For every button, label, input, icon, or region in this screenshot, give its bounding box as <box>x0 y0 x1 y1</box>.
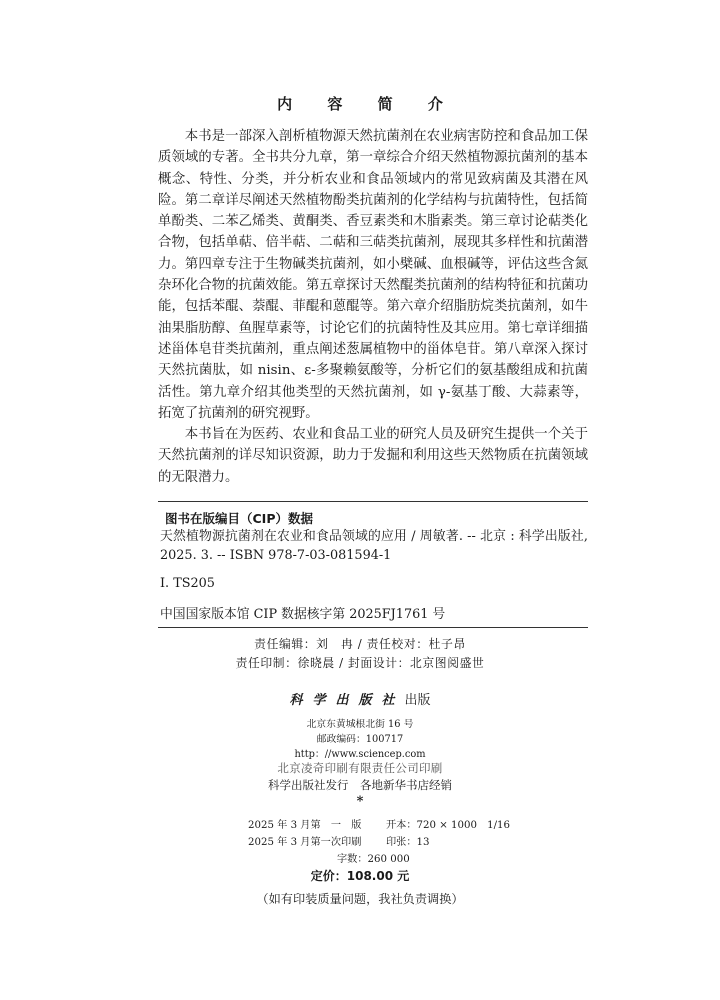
publisher-suffix: 出版 <box>404 693 431 708</box>
cip-classification: Ⅰ. TS205 <box>160 576 215 591</box>
sheets-info: 印张：13 <box>386 837 430 848</box>
cip-top-divider <box>158 501 588 502</box>
publisher-postcode: 邮政编码：100717 <box>316 734 404 745</box>
printer-line: 北京凌奇印刷有限责任公司印刷 <box>277 761 443 775</box>
summary-body <box>158 126 588 488</box>
production-credits: 责任印制：徐晓晨 / 封面设计：北京图阅盛世 <box>235 656 485 670</box>
cip-heading: 图书在版编目（CIP）数据 <box>165 511 313 526</box>
printing-info: 2025 年 3 月第一次印刷 <box>248 837 362 848</box>
edition-info: 2025 年 3 月第 一 版 <box>248 820 362 831</box>
cip-bottom-divider <box>158 627 588 628</box>
separator-star: * <box>356 794 364 809</box>
summary-title: 内 容 简 介 <box>277 95 458 113</box>
cip-record-number: 中国国家版本馆 CIP 数据核字第 2025FJ1761 号 <box>160 607 446 622</box>
quality-notice: （如有印装质量问题，我社负责调换） <box>256 892 464 906</box>
edition-row <box>248 816 510 831</box>
publisher-address: 北京东黄城根北街 16 号 <box>306 719 414 730</box>
format-info: 开本：720 × 1000 1/16 <box>386 820 511 831</box>
printing-row <box>248 833 430 848</box>
editor-credits: 责任编辑：刘 冉 / 责任校对：杜子昂 <box>254 637 466 651</box>
summary-paragraph: 本书旨在为医药、农业和食品工业的研究人员及研究生提供一个关于天然抗菌剂的详尽知识资源，助力于发掘和利用这些天然物质在抗菌领域的无限潜力。 <box>158 427 588 485</box>
publisher-logo: 科学出版社 <box>289 693 405 708</box>
publisher-website: http：//www.sciencep.com <box>294 749 426 760</box>
cip-description: 天然植物源抗菌剂在农业和食品领域的应用 / 周敏著. -- 北京 : 科学出版社, 2025. 3. -- ISBN 978-7-03-081594-1 <box>160 529 588 563</box>
distribution-line: 科学出版社发行 各地新华书店经销 <box>268 778 452 792</box>
summary-paragraph: 本书是一部深入剖析植物源天然抗菌剂在农业病害防控和食品加工保质领域的专著。全书共分九章，第一章综合介绍天然植物源抗菌剂的基本概念、特性、分类，并分析农业和食品领域内的常见致病菌及其潜在风险。第二章详尽阐述天然植物酚类抗菌剂的化学结构与抗菌特性，包括简单酚类、二苯乙烯类、黄酮类、香豆素类和木脂素类。第三章讨论萜类化合物，包括单萜、倍半萜、二萜和三萜类抗菌剂，展现其多样性和抗菌潜力。第四章专注于生物碱类抗菌剂，如小檗碱、血根碱等，评估这些含氮杂环化合物的抗菌效能。第五章探讨天然醌类抗菌剂的结构特征和抗菌功能，包括苯醌、萘醌、菲醌和蒽醌等。第六章介绍脂肪烷类抗菌剂，如牛油果脂肪醇、鱼腥草素等，讨论它们的抗菌特性及其应用。第七章详细描述甾体皂苷类抗菌剂，重点阐述葱属植物中的甾体皂苷。第八章深入探讨天然抗菌肽，如 nisin、ε-多聚赖氨酸等，分析它们的氨基酸组成和抗菌活性。第九章介绍其他类型的天然抗菌剂，如 γ-氨基丁酸、大蒜素等，拓宽了抗菌剂的研究视野。 <box>158 129 588 421</box>
word-count: 字数：260 000 <box>337 854 410 865</box>
price-label: 定价：108.00 元 <box>310 869 410 883</box>
publisher-line <box>0 689 720 708</box>
